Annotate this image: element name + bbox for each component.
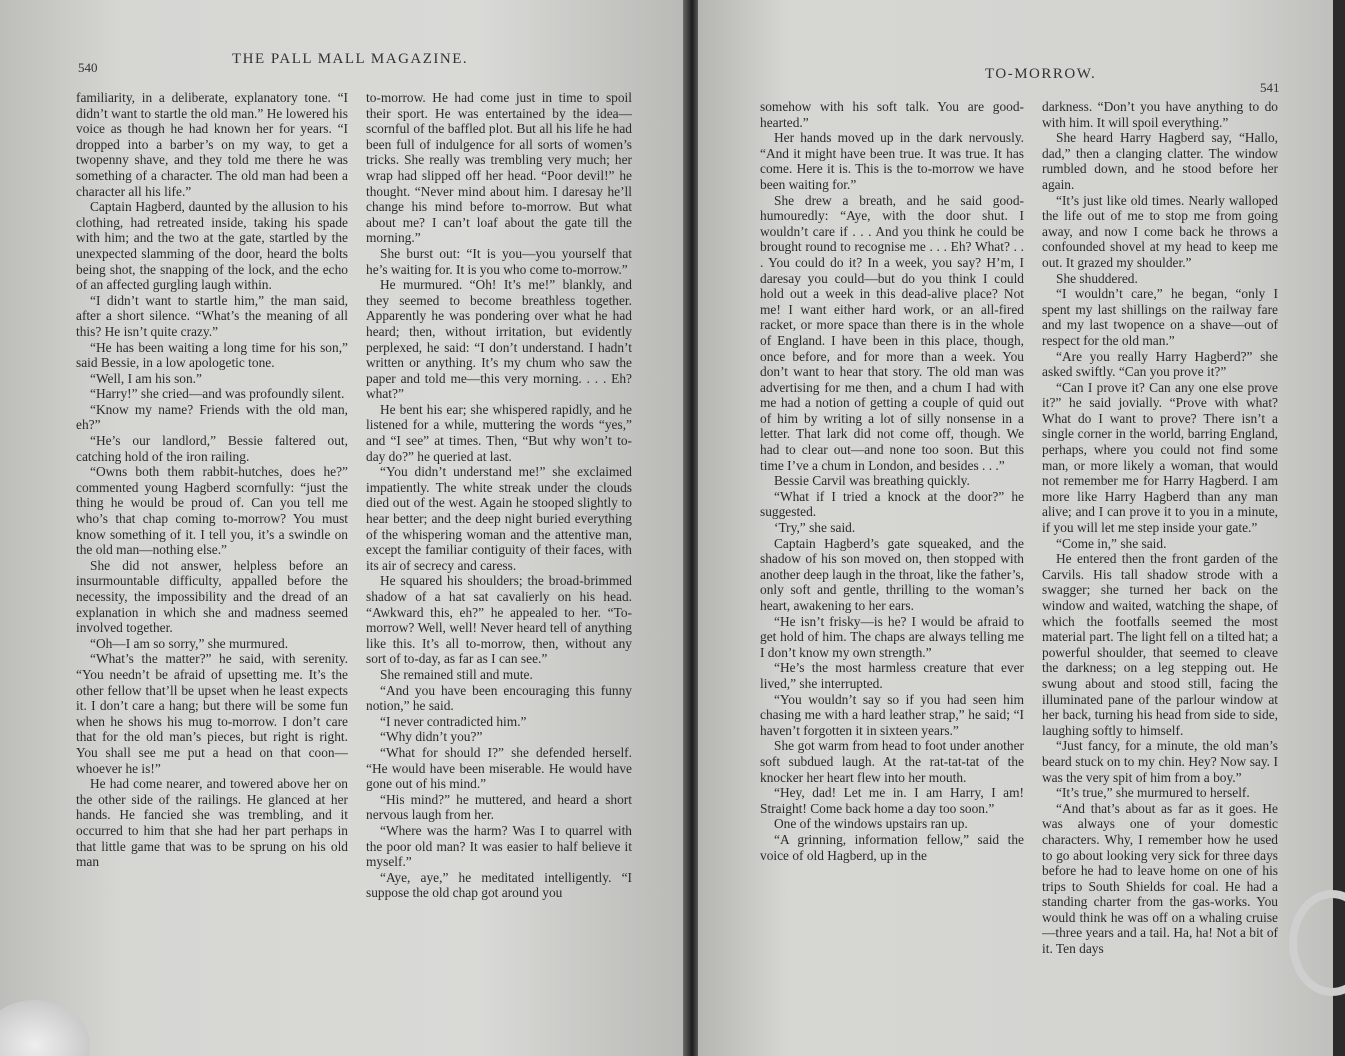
paragraph: Captain Hagberd’s gate squeaked, and the shadow of his son moved on, then stopped with another deep laugh in the throat, like the father’s, only soft and gentle, thrilling to the woman’s heart, awakening to her ears. xyxy=(760,535,1024,613)
paragraph: “And that’s about as far as it goes. He was always one of your domestic characters. Why, I remember how he used to go about looking very sick for three days before he had to leave home on one of his trips to South Shields for coal. He had a standing charter from the gas-works. You would think he was off on a whaling cruise—three years and a tail. Ha, ha! Not a bit of it. Ten days xyxy=(1042,800,1278,957)
paragraph: “Where was the harm? Was I to quarrel with the poor old man? It was easier to half believe it myself.” xyxy=(366,822,632,870)
left-running-head: THE PALL MALL MAGAZINE. xyxy=(232,51,469,67)
paragraph: “You didn’t understand me!” she exclaimed impatiently. The white streak under the clouds died out of the west. Again he stooped slightly to hear better; and the deep night buried everything of the whispering woman and the attentive man, except the familiar contiguity of their faces, with its air of secrecy and caress. xyxy=(366,464,632,573)
paragraph: He bent his ear; she whispered rapidly, and he listened for a while, muttering the words “yes,” and “I see” at times. Then, “But why won’t to-day do?” he queried at last. xyxy=(366,401,632,464)
paragraph: “He’s our landlord,” Bessie faltered out, catching hold of the iron railing. xyxy=(76,433,348,464)
paragraph: He entered then the front garden of the Carvils. His tall shadow strode with a swagger; she turned her back on the window and waited, watching the shape, of which the footfalls seemed the most material part. The light fell on a tilted hat; a powerful shoulder, that seemed to cleave the darkness; on a leg stepping out. He swung about and stood still, facing the illuminated pane of the parlour window at her back, turning his head from side to side, laughing softly to himself. xyxy=(1042,551,1278,738)
paragraph: Captain Hagberd, daunted by the allusion to his clothing, had retreated inside, taking his spade with him; and the two at the gate, startled by the unexpected slamming of the door, heard the bolts being shot, the snapping of the lock, and the echo of an affected gurgling laugh within. xyxy=(76,199,348,293)
paragraph: “Are you really Harry Hagberd?” she asked swiftly. “Can you prove it?” xyxy=(1042,348,1278,380)
paragraph: “What’s the matter?” he said, with serenity. “You needn’t be afraid of upsetting me. It’s the other fellow that’ll be upset when he least expects it. I don’t care a hang; but there will be some fun when he shows his mug to-morrow. I don’t care that for the old man’s pieces, but right is right. You shall see me put a head on that coon—whoever he is!” xyxy=(76,651,348,776)
paragraph: “You wouldn’t say so if you had seen him chasing me with a hard leather strap,” he said; “I haven’t forgotten it in sixteen years.” xyxy=(760,691,1024,738)
paragraph: “What if I tried a knock at the door?” he suggested. xyxy=(760,488,1024,520)
paragraph: “He isn’t frisky—is he? I would be afraid to get hold of him. The chaps are always telling me I don’t know my own strength.” xyxy=(760,613,1024,660)
paragraph: “Owns both them rabbit-hutches, does he?” commented young Hagberd scornfully: “just the thing he would be proud of. Can you tell me who’s that chap coming to-morrow? You must know something of it. I tell you, it’s a swindle on the old man—nothing else.” xyxy=(76,464,348,558)
paragraph: “Well, I am his son.” xyxy=(90,370,202,386)
paragraph: ‘Try,” she said. xyxy=(774,520,856,536)
paragraph: to-morrow. He had come just in time to spoil their sport. He was entertained by the idea—scornful of the baffled plot. But all his life he had been full of indulgence for all sorts of women’s tricks. She really was trembling very much; her wrap had slipped off her head. “Poor devil!” he thought. “Never mind about him. I daresay he’ll change his mind before to-morrow. But what about me? I can’t loaf about the gate till the morning.” xyxy=(366,90,632,246)
paragraph: “Hey, dad! Let me in. I am Harry, I am! Straight! Come back home a day too soon.” xyxy=(760,785,1024,816)
paragraph: She shuddered. xyxy=(1056,270,1138,286)
paragraph: “A grinning, information fellow,” said the voice of old Hagberd, up in the xyxy=(760,831,1024,863)
paragraph: darkness. “Don’t you have anything to do with him. It will spoil everything.” xyxy=(1042,99,1278,130)
paragraph: “His mind?” he muttered, and heard a short nervous laugh from her. xyxy=(366,791,632,823)
paragraph: familiarity, in a deliberate, explanatory tone. “I didn’t want to startle the old man.” He lowered his voice as though he had known her for years. “I dropped into a barber’s on my way, to get a twopenny shave, and they told me there he was something of a character. The old man had been a character all his life.” xyxy=(76,90,348,199)
right-running-head: TO-MORROW. xyxy=(985,66,1097,82)
paragraph: She did not answer, helpless before an insurmountable difficulty, appalled before the necessity, the impossibility and the dread of an explanation in which she and madness seemed involved together. xyxy=(76,557,348,636)
paragraph: “Harry!” she cried—and was profoundly silent. xyxy=(90,386,345,402)
paragraph: She heard Harry Hagberd say, “Hallo, dad,” then a clanging clatter. The window rumbled down, and he stood before her again. xyxy=(1042,130,1278,192)
right-column-2 xyxy=(1042,99,1278,991)
paragraph: “Oh—I am so sorry,” she murmured. xyxy=(90,635,289,651)
paragraph: She got warm from head to foot under another soft subdued laugh. At the rat-tat-tat of the knocker her heart flew into her mouth. xyxy=(760,738,1024,785)
right-page-number: 541 xyxy=(1260,80,1280,95)
paragraph: He squared his shoulders; the broad-brimmed shadow of a hat sat cavalierly on his head. “Awkward this, eh?” he appealed to her. “To-morrow? Well, well! Never heard tell of anything like this. It’s all to-morrow, then, without any sort of to-day, as far as I can see.” xyxy=(366,573,632,667)
paragraph: somehow with his soft talk. You are good-hearted.” xyxy=(760,99,1024,130)
paragraph: “Know my name? Friends with the old man, eh?” xyxy=(76,401,348,433)
paragraph: “He’s the most harmless creature that ever lived,” she interrupted. xyxy=(760,660,1024,691)
paragraph: “He has been waiting a long time for his son,” said Bessie, in a low apologetic tone. xyxy=(76,339,348,371)
paragraph: One of the windows upstairs ran up. xyxy=(774,816,968,832)
right-column-1 xyxy=(760,99,1024,991)
paragraph: “Can I prove it? Can any one else prove it?” he said jovially. “Prove with what? What do I want to prove? There isn’t a single corner in the world, barring England, perhaps, where you could not find some man, or more likely a woman, that would not remember me for Harry Hagberd. I am more like Harry Hagberd than any man alive; and I can prove it to you in a minute, if you will let me step inside your gate.” xyxy=(1042,379,1278,536)
paragraph: She burst out: “It is you—you yourself that he’s waiting for. It is you who come to-morrow.” xyxy=(366,245,632,277)
paragraph: “Come in,” she said. xyxy=(1056,535,1167,551)
paragraph: Her hands moved up in the dark nervously. “And it might have been true. It was true. It has come. Here it is. This is the to-morrow we have been waiting for.” xyxy=(760,130,1024,192)
paragraph: She remained still and mute. xyxy=(380,666,533,682)
right-page xyxy=(698,0,1345,1056)
binder-ring xyxy=(1289,890,1345,996)
paragraph: “It’s just like old times. Nearly walloped the life out of me to stop me from going away, and now I come back he throws a confounded shovel at my head to keep me out. It grazed my shoulder.” xyxy=(1042,192,1278,270)
paragraph: “I never contradicted him.” xyxy=(380,713,527,729)
paragraph: “Just fancy, for a minute, the old man’s beard stuck on to my chin. Hey? Now say. I was the very spit of him from a boy.” xyxy=(1042,738,1278,785)
paragraph: He had come nearer, and towered above her on the other side of the railings. He glanced at her hands. He fancied she was trembling, and it occurred to him that she had her part perhaps in that little game that was to be sprung on his old man xyxy=(76,776,348,870)
paragraph: “Aye, aye,” he meditated intelligently. “I suppose the old chap got around you xyxy=(366,869,632,901)
thumb xyxy=(0,1000,90,1056)
paragraph: “It’s true,” she murmured to herself. xyxy=(1056,785,1250,801)
left-page-number: 540 xyxy=(78,60,98,75)
paragraph: He murmured. “Oh! It’s me!” blankly, and they seemed to become breathless together. Apparently he was pondering over what he had heard; then, without irritation, but evidently perplexed, he said: “I don’t understand. I hadn’t written or anything. It’s my chum who saw the paper and told me—this very morning. . . . Eh? what?” xyxy=(366,277,632,402)
paragraph: “What for should I?” she defended herself. “He would have been miserable. He would have gone out of his mind.” xyxy=(366,744,632,792)
left-column-2 xyxy=(366,90,632,1002)
paragraph: Bessie Carvil was breathing quickly. xyxy=(774,473,970,489)
paragraph: “Why didn’t you?” xyxy=(380,729,483,745)
paragraph: “I wouldn’t care,” he began, “only I spent my last shillings on the railway fare and my last twopence on a shave—out of respect for the old man.” xyxy=(1042,286,1278,348)
paragraph: “I didn’t want to startle him,” the man said, after a short silence. “What’s the meaning of all this? He isn’t quite crazy.” xyxy=(76,292,348,339)
left-column-1 xyxy=(76,90,348,1002)
paragraph: She drew a breath, and he said good-humouredly: “Aye, with the door shut. I wouldn’t care if . . . And you think he could be brought round to recognise me . . . Eh? What? . . . You could do it? In a week, you say? H’m, I daresay you could—but do you think I could hold out a week in this dead-alive place? Not me! I want either hard work, or an all-fired racket, or more space than there is in the whole of England. I have been in this place, though, once before, and for more than a week. You don’t want to hear that story. The old man was advertising for me then, and a chum I had with me had a notion of getting a couple of quid out of him by writing a lot of silly nonsense in a letter. That lark did not come off, though. We had to clear out—and none too soon. But this time I’ve a chum in London, and besides . . .” xyxy=(760,192,1024,473)
paragraph: “And you have been encouraging this funny notion,” he said. xyxy=(366,682,632,714)
